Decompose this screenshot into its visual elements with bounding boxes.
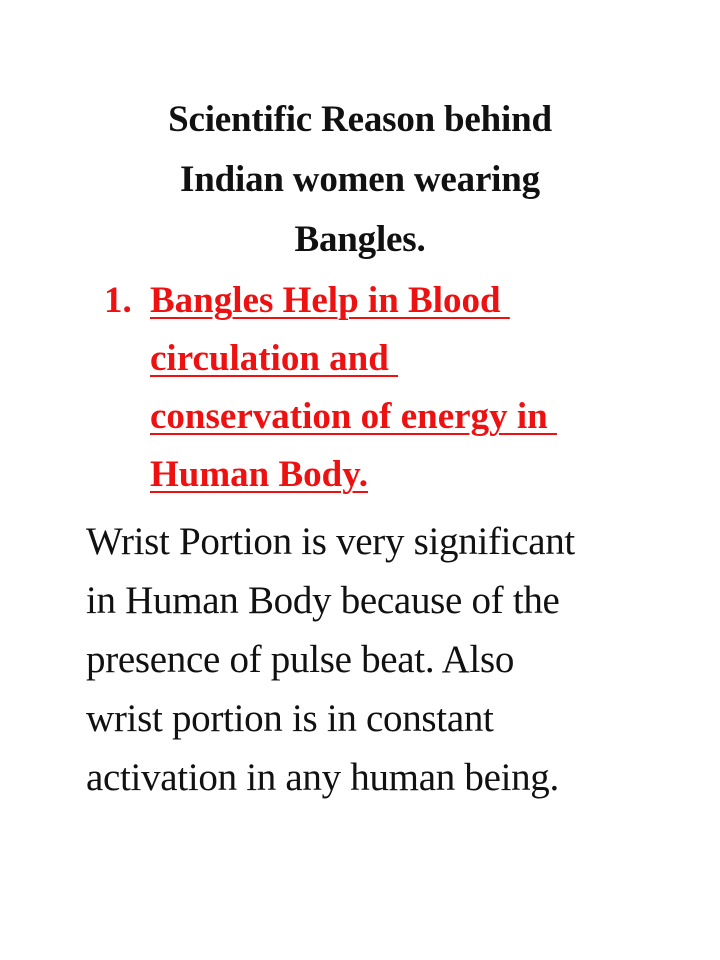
body-line: presence of pulse beat. Also xyxy=(86,638,515,681)
title-line: Bangles. xyxy=(294,219,426,260)
point-number: 1. xyxy=(104,280,132,321)
body-line: wrist portion is in constant xyxy=(86,697,494,740)
body-paragraph xyxy=(86,512,686,807)
point-heading xyxy=(150,272,557,504)
point-heading-line: Human Body. xyxy=(150,454,368,495)
title-line: Scientific Reason behind xyxy=(168,99,552,140)
body-line: in Human Body because of the xyxy=(86,579,560,622)
body-line: Wrist Portion is very significant xyxy=(86,520,575,563)
point-heading-line: conservation of energy in xyxy=(150,396,557,437)
point-heading-line: circulation and xyxy=(150,338,399,379)
point-heading-line: Bangles Help in Blood xyxy=(150,280,510,321)
title-line: Indian women wearing xyxy=(180,159,540,200)
slide-title xyxy=(60,90,660,270)
body-line: activation in any human being. xyxy=(86,756,559,799)
